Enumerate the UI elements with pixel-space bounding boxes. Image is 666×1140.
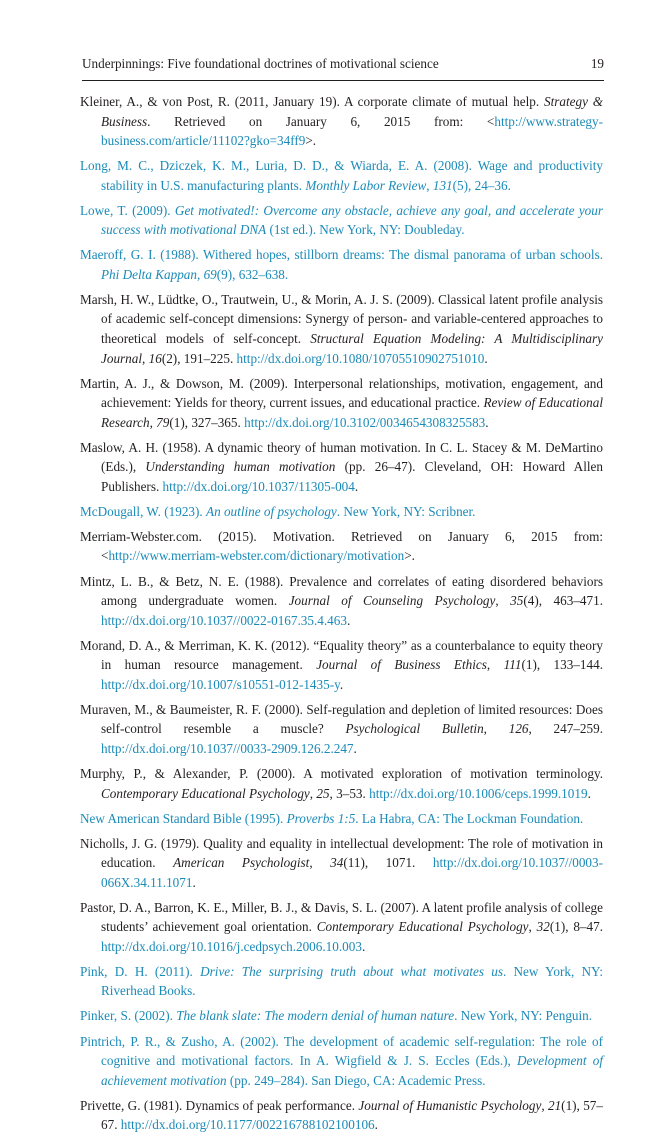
reference-italic-text: Understanding human motivation — [145, 459, 336, 475]
reference-text: , — [528, 919, 537, 935]
reference-entry[interactable] — [80, 1006, 603, 1026]
reference-entry — [80, 438, 603, 497]
reference-text: Long, M. C., Dziczek, K. M., Luria, D. D., & Wiarda, E. A. (2008). Wage and productivity stability in U.S. manufacturing plants. — [80, 158, 603, 193]
reference-text: , 3–53. — [329, 785, 370, 801]
reference-italic-text: An outline of psychology — [206, 503, 337, 519]
reference-entry — [80, 898, 603, 957]
reference-italic-text: Journal of Business Ethics — [316, 657, 487, 673]
reference-italic-text: Journal of Humanistic Psychology — [358, 1097, 542, 1113]
running-title: Underpinnings: Five foundational doctrines of motivational science — [82, 56, 439, 71]
reference-text: (1st ed.). New York, NY: Doubleday. — [266, 222, 465, 238]
reference-entry — [80, 764, 603, 803]
reference-entry — [80, 92, 603, 151]
reference-list — [80, 92, 603, 1140]
reference-italic-text: 32 — [536, 919, 550, 935]
reference-entry[interactable] — [80, 962, 603, 1001]
reference-text: >. — [305, 133, 317, 149]
reference-text: . — [354, 478, 359, 494]
reference-italic-text: 79 — [156, 414, 170, 430]
reference-text: Morand, D. A., & Merriman, K. K. (2012). “Equality theory” as a counterbalance to equity theory in human resource management. — [80, 637, 603, 673]
reference-text: . La Habra, CA: The Lockman Foundation. — [355, 810, 584, 826]
reference-text: , — [196, 266, 204, 282]
reference-text: . — [361, 938, 366, 954]
reference-text: (1), 133–144. — [521, 657, 604, 673]
reference-entry — [80, 834, 603, 893]
reference-entry — [80, 636, 603, 695]
reference-text: , — [149, 414, 157, 430]
reference-text: Nicholls, J. G. (1979). Quality and equality in intellectual development: The role of motivation in education. — [80, 835, 603, 871]
reference-url-link[interactable]: http://dx.doi.org/10.3102/0034654308325583 — [244, 414, 486, 430]
reference-entry — [80, 290, 603, 368]
reference-italic-text: Structural Equation Modeling: A Multidisciplinary Journal — [101, 331, 604, 366]
reference-url-link[interactable]: http://dx.doi.org/10.1016/j.cedpsych.2006.10.003 — [101, 938, 362, 954]
reference-text: Murphy, P., & Alexander, P. (2000). A motivated exploration of motivation terminology. — [80, 765, 603, 781]
reference-italic-text: Journal of Counseling Psychology — [288, 593, 496, 609]
reference-text: (1), 8–47. — [549, 919, 604, 935]
reference-text: , — [541, 1097, 548, 1113]
reference-entry[interactable] — [80, 245, 603, 284]
reference-text: , — [426, 177, 433, 193]
reference-text: . — [587, 785, 591, 801]
reference-italic-text: 35 — [510, 593, 524, 609]
reference-entry[interactable] — [80, 156, 603, 195]
reference-entry[interactable] — [80, 201, 603, 240]
reference-italic-text: 25 — [316, 785, 330, 801]
reference-entry[interactable] — [80, 1032, 603, 1091]
reference-italic-text: Monthly Labor Review — [305, 177, 427, 193]
reference-text: Marsh, H. W., Lüdtke, O., Trautwein, U., & Morin, A. J. S. (2009). Classical latent profile analysis of academic self-concept dimensions: Synergy of person- and variable-centered approaches to theoretical models of self-concept. — [80, 291, 603, 347]
reference-text: (9), 632–638. — [216, 266, 289, 282]
reference-text: , — [309, 785, 317, 801]
reference-text: >. — [404, 548, 415, 564]
reference-italic-text: 16 — [148, 350, 162, 366]
running-header — [82, 56, 604, 72]
reference-text: Merriam-Webster.com. (2015). Motivation. Retrieved on January 6, 2015 from: < — [80, 528, 603, 564]
reference-entry — [80, 527, 603, 566]
reference-text: Maslow, A. H. (1958). A dynamic theory of human motivation. In C. L. Stacey & M. DeMartino (Eds.), — [80, 439, 603, 475]
reference-text: Pink, D. H. (2011). — [80, 963, 201, 979]
reference-italic-text: Contemporary Educational Psychology — [316, 919, 529, 935]
reference-text: (pp. 249–284). San Diego, CA: Academic Press. — [226, 1072, 486, 1088]
reference-text: . — [346, 612, 351, 628]
reference-italic-text: 111 — [503, 657, 522, 673]
reference-italic-text: 34 — [330, 855, 344, 871]
reference-text: . — [339, 676, 344, 692]
reference-text: . New York, NY: Riverhead Books. — [101, 963, 604, 999]
reference-text: (1), 327–365. — [169, 414, 245, 430]
reference-text: . — [192, 874, 196, 890]
reference-italic-text: Phi Delta Kappan — [101, 266, 197, 282]
page-number: 19 — [590, 56, 604, 71]
reference-text: Pastor, D. A., Barron, K. E., Miller, B. J., & Davis, S. L. (2007). A latent profile analysis of college students’ achievement goal orientation. — [80, 899, 603, 935]
reference-url-link[interactable]: http://dx.doi.org/10.1177/002216788102100106 — [120, 1117, 375, 1133]
reference-text: (11), 1071. — [343, 855, 433, 871]
reference-text: . — [374, 1117, 378, 1133]
reference-url-link[interactable]: http://www.merriam-webster.com/dictionary/motivation — [108, 548, 405, 564]
reference-entry — [80, 374, 603, 433]
reference-text: . — [485, 414, 489, 430]
reference-text: . Retrieved on January 6, 2015 from: < — [147, 113, 495, 129]
reference-text: Mintz, L. B., & Betz, N. E. (1988). Prevalence and correlates of eating disordered behaviors among undergraduate women. — [80, 573, 603, 609]
reference-url-link[interactable]: http://dx.doi.org/10.1037/11305-004 — [162, 478, 355, 494]
reference-text: Martin, A. J., & Dowson, M. (2009). Interpersonal relationships, motivation, engagement, and achievement: Yields for theory, current issues, and educational practice. — [80, 375, 603, 411]
reference-italic-text: The blank slate: The modern denial of human nature — [176, 1008, 455, 1024]
reference-italic-text: 69 — [203, 266, 217, 282]
reference-italic-text: 126 — [508, 721, 529, 737]
header-rule — [82, 80, 604, 81]
reference-entry — [80, 1096, 603, 1135]
reference-italic-text: Review of Educational Research — [101, 395, 603, 430]
reference-text: , — [486, 657, 504, 673]
reference-text: , — [495, 593, 511, 609]
reference-entry — [80, 572, 603, 631]
reference-text: , 247–259. — [528, 721, 603, 737]
reference-text: , — [309, 855, 331, 871]
reference-text: (pp. 26–47). Cleveland, OH: Howard Allen Publishers. — [101, 459, 603, 494]
reference-italic-text: 21 — [547, 1097, 562, 1113]
reference-text: . New York, NY: Penguin. — [454, 1008, 593, 1024]
reference-entry[interactable] — [80, 502, 603, 522]
reference-text: . — [353, 740, 357, 756]
reference-text: , — [142, 350, 149, 366]
reference-text: (1), 57–67. — [101, 1097, 603, 1133]
reference-italic-text: 131 — [432, 177, 453, 193]
reference-text: . New York, NY: Scribner. — [336, 503, 476, 519]
reference-url-link[interactable]: http://www.strategy-business.com/article/11102?gko=34ff9 — [101, 113, 603, 149]
reference-italic-text: Proverbs 1:5 — [286, 810, 356, 826]
reference-text: New American Standard Bible (1995). — [80, 810, 287, 826]
reference-text: Pintrich, P. R., & Zusho, A. (2002). The development of academic self-regulation: The role of cognitive and motivational factors. In A. Wigfield & J. S. Eccles (Eds.), — [80, 1033, 603, 1069]
reference-italic-text: Get motivated!: Overcome any obstacle, achieve any goal, and accelerate your success with motivational DNA — [101, 202, 603, 238]
reference-entry[interactable] — [80, 809, 603, 829]
reference-italic-text: Drive: The surprising truth about what motivates us — [200, 963, 503, 979]
reference-url-link[interactable]: http://dx.doi.org/10.1037//0033-2909.126.2.247 — [101, 740, 354, 756]
reference-url-link[interactable]: http://dx.doi.org/10.1037//0022-0167.35.4.463 — [101, 612, 347, 628]
reference-text: Maeroff, G. I. (1988). Withered hopes, stillborn dreams: The dismal panorama of urban schools. — [80, 247, 603, 263]
reference-text: Lowe, T. (2009). — [80, 202, 175, 218]
reference-entry — [80, 700, 603, 759]
reference-text: Privette, G. (1981). Dynamics of peak performance. — [80, 1097, 359, 1113]
reference-text: , — [483, 721, 509, 737]
reference-text: (2), 191–225. — [161, 350, 237, 366]
reference-italic-text: Strategy & Business — [101, 94, 603, 129]
reference-url-link[interactable]: http://dx.doi.org/10.1080/10705510902751010 — [236, 350, 485, 366]
reference-italic-text: Psychological Bulletin — [345, 721, 484, 737]
reference-url-link[interactable]: http://dx.doi.org/10.1037//0003-066X.34.11.1071 — [101, 855, 604, 890]
reference-url-link[interactable]: http://dx.doi.org/10.1006/ceps.1999.1019 — [369, 785, 588, 801]
reference-italic-text: Contemporary Educational Psychology — [101, 785, 310, 801]
reference-url-link[interactable]: http://dx.doi.org/10.1007/s10551-012-1435-y — [101, 676, 340, 692]
reference-text: (5), 24–36. — [452, 177, 511, 193]
reference-text: Kleiner, A., & von Post, R. (2011, January 19). A corporate climate of mutual help. — [80, 94, 544, 109]
reference-italic-text: Development of achievement motivation — [101, 1053, 603, 1088]
reference-text: . — [484, 350, 488, 366]
reference-text: McDougall, W. (1923). — [80, 503, 207, 519]
reference-text: Pinker, S. (2002). — [80, 1008, 177, 1024]
reference-text: Muraven, M., & Baumeister, R. F. (2000). Self-regulation and depletion of limited resources: Does self-control resemble a muscle? — [80, 701, 603, 737]
reference-italic-text: American Psychologist — [173, 855, 310, 871]
reference-text: (4), 463–471. — [523, 593, 603, 609]
